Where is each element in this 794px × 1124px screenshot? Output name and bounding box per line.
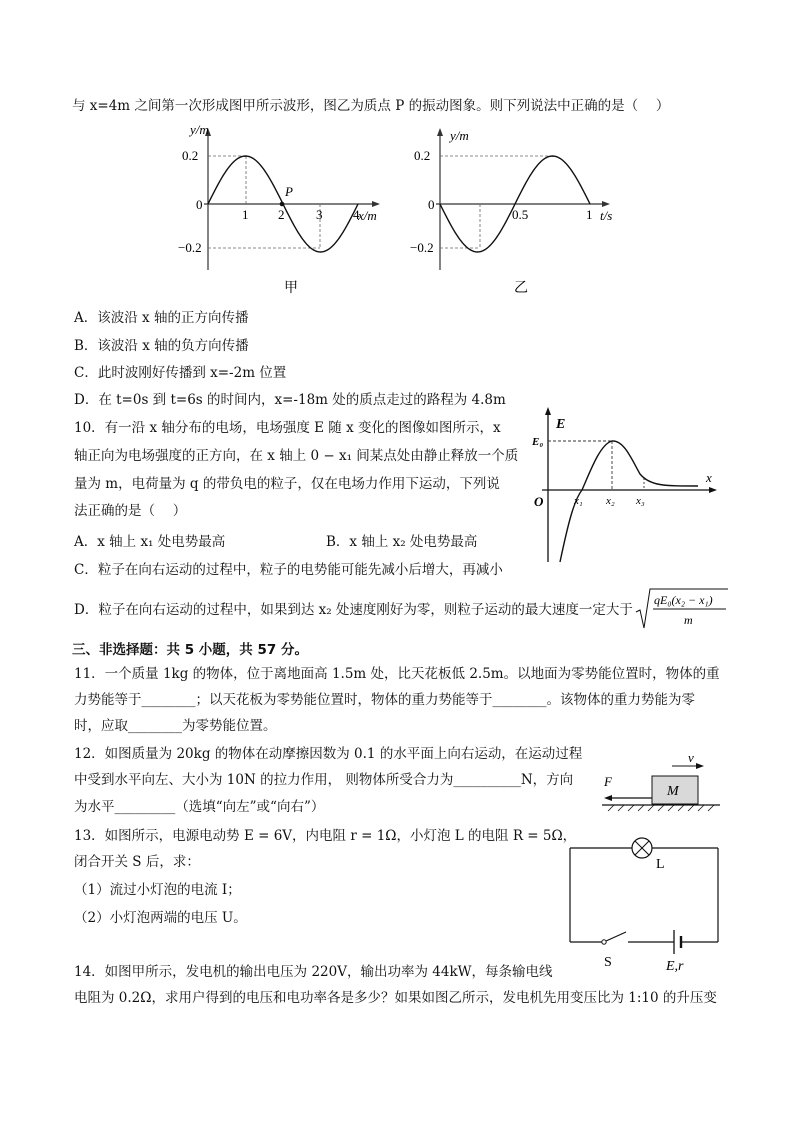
ylabel: y/m xyxy=(450,128,469,143)
force-label: F xyxy=(604,774,612,789)
tick-y-top: 0.2 xyxy=(414,148,431,163)
q13-circuit-figure xyxy=(560,830,730,980)
x-label: x xyxy=(706,470,712,485)
y-axis-arrow xyxy=(437,128,443,136)
lamp-label: L xyxy=(656,857,665,872)
q12-line-3: 为水平_________（选填“向左”或“向右”） xyxy=(74,799,325,815)
q10-e-x-figure xyxy=(528,404,728,564)
battery-label: E,r xyxy=(666,959,684,974)
q11-line-3: 时，应取________为零势能位置。 xyxy=(74,718,277,734)
origin-label: O xyxy=(534,494,544,509)
mass-label: M xyxy=(667,784,679,799)
q14-line-1: 14．如图甲所示，发电机的输出电压为 220V，输出功率为 44kW，每条输电线 xyxy=(74,964,553,980)
q13-line-3: （1）流过小灯泡的电流 I； xyxy=(74,882,241,898)
xlabel: x/m xyxy=(358,208,377,223)
q14-line-2: 电阻为 0.2Ω，求用户得到的电压和电功率各是多少？如果如图乙所示，发电机先用变压比为 1:10 的升压变 xyxy=(74,990,717,1006)
caption-jia: 甲 xyxy=(284,281,298,296)
tick-y-bottom: −0.2 xyxy=(410,240,434,255)
x3-label: x₃ xyxy=(636,495,645,507)
tick-x-2: 2 xyxy=(278,207,285,222)
tick-x-1: 1 xyxy=(586,207,593,222)
tick-x-05: 0.5 xyxy=(512,207,529,222)
section-3-heading: 三、非选择题：共 5 小题，共 57 分。 xyxy=(72,642,308,658)
q12-block-figure xyxy=(596,748,726,812)
q13-line-2: 闭合开关 S 后，求： xyxy=(74,854,200,870)
intro-line: 与 x=4m 之间第一次形成图甲所示波形，图乙为质点 P 的振动图象。则下列说法中正确的是（ ） xyxy=(72,98,670,114)
q11-line-2: 力势能等于________；以天花板为零势能位置时，物体的重力势能等于________。该物体的重力势能为零 xyxy=(74,692,695,708)
x-axis-arrow xyxy=(372,201,380,207)
q13-line-1: 13．如图所示，电源电动势 E = 6V，内电阻 r = 1Ω，小灯泡 L 的电阻 R = 5Ω， xyxy=(74,828,577,844)
ylabel: y/m xyxy=(190,122,209,137)
origin-label: 0 xyxy=(428,197,435,212)
x2-label: x₂ xyxy=(606,495,615,507)
e0-label: E₀ xyxy=(532,436,544,448)
origin-label: 0 xyxy=(196,197,203,212)
switch-icon xyxy=(602,940,606,944)
point-p-label: P xyxy=(285,184,293,199)
formula-denominator: m xyxy=(684,613,693,627)
caption-yi: 乙 xyxy=(514,281,528,296)
formula-numerator: qE₀(x₂ − x₁) xyxy=(654,593,713,607)
q9-option-d: D．在 t=0s 到 t=6s 的时间内，x=-18m 处的质点走过的路程为 4.8m xyxy=(74,392,506,408)
x-axis-arrow xyxy=(602,201,610,207)
e-label: E xyxy=(556,417,566,432)
q10-option-c: C．粒子在向右运动的过程中，粒子的电势能可能先减小后增大，再减小 xyxy=(74,562,503,578)
q10-option-a: A．x 轴上 x₁ 处电势最高 xyxy=(74,534,226,550)
q10-option-b: B．x 轴上 x₂ 处电势最高 xyxy=(326,534,478,550)
q11-line-1: 11．一个质量 1kg 的物体，位于离地面高 1.5m 处，比天花板低 2.5m。以地面为零势能位置时，物体的重 xyxy=(74,666,720,682)
xlabel: t/s xyxy=(600,208,613,223)
q9-option-b: B．该波沿 x 轴的负方向传播 xyxy=(74,338,249,354)
q10-option-d: D．粒子在向右运动的过程中，如果到达 x₂ 处速度刚好为零，则粒子运动的最大速度一定大于 xyxy=(74,602,633,618)
switch-label: S xyxy=(604,955,612,970)
q10-line-3: 量为 m，电荷量为 q 的带负电的粒子，仅在电场力作用下运动，下列说 xyxy=(74,476,500,492)
q13-line-4: （2）小灯泡两端的电压 U。 xyxy=(74,910,247,926)
figure-yi xyxy=(410,122,630,298)
velocity-label: v xyxy=(688,750,694,765)
tick-x-4: 4 xyxy=(353,207,360,222)
tick-x-3: 3 xyxy=(316,207,323,222)
tick-y-top: 0.2 xyxy=(182,148,199,163)
q10-formula xyxy=(634,586,730,632)
q10-line-1: 10．有一沿 x 轴分布的电场，电场强度 E 随 x 变化的图像如图所示，x xyxy=(74,420,501,436)
tick-y-bottom: −0.2 xyxy=(178,240,202,255)
q10-line-2: 轴正向为电场强度的正方向，在 x 轴上 0 − x₁ 间某点处由静止释放一个质 xyxy=(74,448,519,464)
point-p-marker xyxy=(280,202,285,207)
figure-jia xyxy=(178,122,398,298)
q9-option-c: C．此时波刚好传播到 x=-2m 位置 xyxy=(74,365,287,381)
q9-option-a: A．该波沿 x 轴的正方向传播 xyxy=(74,310,249,326)
q10-line-4: 法正确的是（ ） xyxy=(74,503,187,519)
tick-x-1: 1 xyxy=(242,207,249,222)
q12-line-1: 12．如图质量为 20kg 的物体在动摩擦因数为 0.1 的水平面上向右运动，在运动过程 xyxy=(74,746,583,762)
q12-line-2: 中受到水平向左、大小为 10N 的拉力作用， 则物体所受合力为__________N，方向 xyxy=(74,772,574,788)
x1-label: x₁ xyxy=(574,495,583,507)
